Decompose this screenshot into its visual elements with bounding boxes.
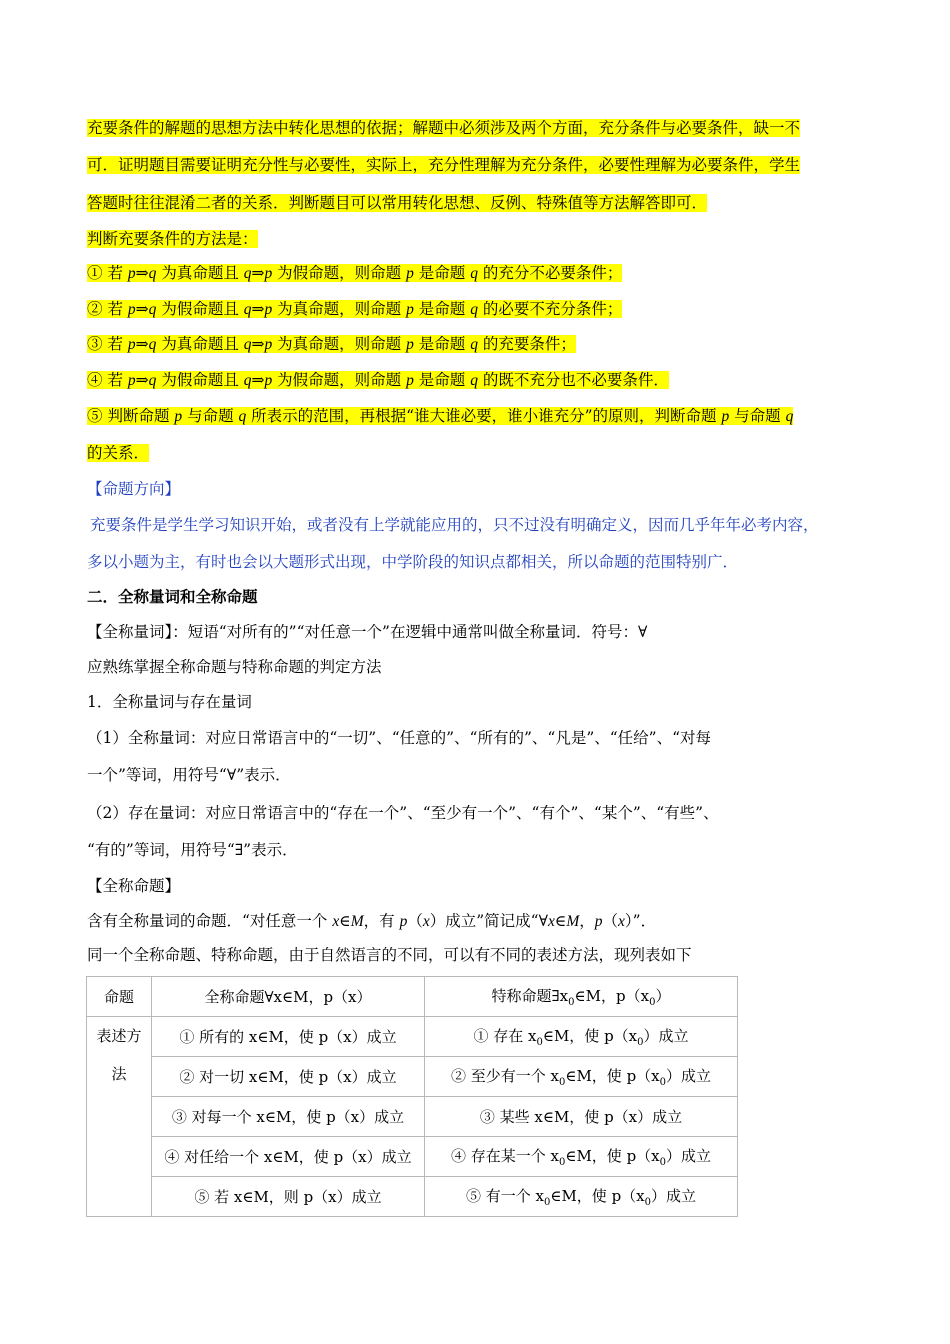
proposition-heading: 【全称命题】 [87,877,181,895]
table-cell-universal: ③ 对每一个 x∈M，使 p（x）成立 [152,1097,425,1137]
table-cell-existential: ④ 存在某一个 $x_0\in M$，使 $p(x_0)$成立 [425,1137,738,1177]
table-header-existential: 特称命题$\exists x_0\in M$，$p(x_0)$ [425,977,738,1017]
table-header-universal: 全称命题∀x∈M，p（x） [152,977,425,1017]
table-cell-universal: ⑤ 若 x∈M，则 p（x）成立 [152,1177,425,1217]
practice-note: 应熟练掌握全称命题与特称命题的判定方法 [87,658,382,676]
method-5: ⑤ 判断命题 p 与命题 q 所表示的范围，再根据“谁大谁必要，谁小谁充分”的原则，判断命题 p 与命题 q [87,407,794,425]
direction-line1: 充要条件是学生学习知识开始，或者没有上学就能应用的，只不过没有明确定义，因而几乎年年必考内容， [90,516,819,534]
quantifier-definition: 【全称量词】：短语“对所有的”“对任意一个”在逻辑中通常叫做全称量词．符号：∀ [87,623,648,641]
method-1: ① 若 p⇒q 为真命题且 q⇒p 为假命题，则命题 p 是命题 q 的充分不必要条件； [87,264,623,282]
para1-line2: 可．证明题目需要证明充分性与必要性，实际上，充分性理解为充分条件，必要性理解为必要条件，学生 [87,156,801,174]
table-header-proposition: 命题 [87,977,152,1017]
table-cell-existential: ⑤ 有一个 $x_0\in M$，使 $p(x_0)$成立 [425,1177,738,1217]
para1-line3: 答题时往往混淆二者的关系．判断题目可以常用转化思想、反例、特殊值等方法解答即可． [87,194,708,212]
table-cell-existential: ③ 某些 x∈M，使 p（x）成立 [425,1097,738,1137]
table-row [87,1177,738,1217]
table-cell-universal: ② 对一切 x∈M，使 p（x）成立 [152,1057,425,1097]
table-intro: 同一个全称命题、特称命题，由于自然语言的不同，可以有不同的表述方法，现列表如下 [87,946,692,964]
table-cell-universal: ① 所有的 x∈M，使 p（x）成立 [152,1017,425,1057]
subsection-1: 1．全称量词与存在量词 [87,693,252,711]
item2-line2: “有的”等词，用符号“∃”表示． [87,841,298,859]
table-cell-existential: ② 至少有一个 $x_0\in M$，使 $p(x_0)$成立 [425,1057,738,1097]
para1-line1: 充要条件的解题的思想方法中转化思想的依据；解题中必须涉及两个方面，充分条件与必要条件，缺一不 [87,119,801,137]
direction-heading: 【命题方向】 [87,480,181,498]
item2-line1: （2）存在量词：对应日常语言中的“存在一个”、“至少有一个”、“有个”、“某个”、“有些”、 [87,804,719,822]
method-4: ④ 若 p⇒q 为假命题且 q⇒p 为假命题，则命题 p 是命题 q 的既不充分也不必要条件． [87,371,669,389]
methods-title: 判断充要条件的方法是： [87,230,258,248]
item1-line1: （1）全称量词：对应日常语言中的“一切”、“任意的”、“所有的”、“凡是”、“任给”、“对每 [87,729,712,747]
table-cell-existential: ① 存在 $x_0\in M$，使 $p(x_0)$成立 [425,1017,738,1057]
item1-line2: 一个”等词，用符号“∀”表示． [87,766,291,784]
proposition-definition: 含有全称量词的命题．“对任意一个 x∈M，有 p（x）成立”简记成“∀x∈M，p（x）”． [87,912,657,930]
quantifier-table [86,976,738,1217]
section2-title: 二．全称量词和全称命题 [87,587,258,606]
table-row [87,1097,738,1137]
table-row [87,1137,738,1177]
table-row [87,1057,738,1097]
method-2: ② 若 p⇒q 为假命题且 q⇒p 为真命题，则命题 p 是命题 q 的必要不充分条件； [87,300,623,318]
method-5-line2: 的关系． [87,444,150,462]
table-header-row [87,977,738,1017]
table-row-header: 表述方 法 [87,1017,152,1217]
table-row [87,1017,738,1057]
table-cell-universal: ④ 对任给一个 x∈M，使 p（x）成立 [152,1137,425,1177]
direction-line2: 多以小题为主，有时也会以大题形式出现，中学阶段的知识点都相关，所以命题的范围特别广． [87,553,739,571]
method-3: ③ 若 p⇒q 为真命题且 q⇒p 为真命题，则命题 p 是命题 q 的充要条件； [87,335,576,353]
